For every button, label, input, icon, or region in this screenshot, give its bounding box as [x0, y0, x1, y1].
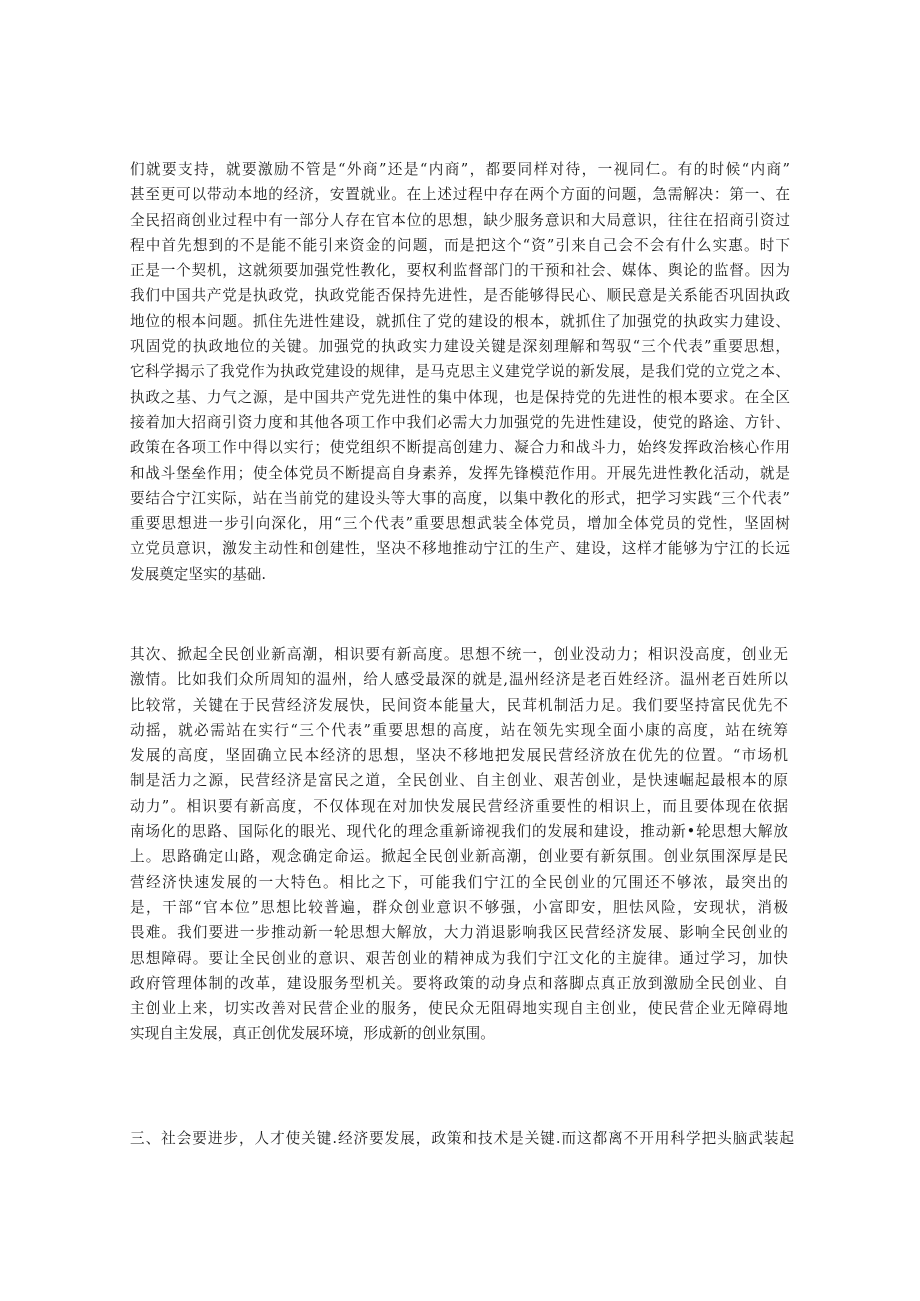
paragraph-line: 制是活力之源，民营经济是富民之道，全民创业、自主创业、艰苦创业，是快速崛起最根本的原: [130, 772, 788, 790]
paragraph-line: 甚至更可以带动本地的经济，安置就业。在上述过程中存在两个方面的问题，急需解决：第一、在: [130, 186, 790, 204]
paragraph-line: 政府管理体制的改革，建设服务型机关。要将政策的动身点和落脚点真正放到激励全民创业、自: [130, 974, 788, 992]
paragraph-line: 和战斗堡垒作用；使全体党员不断提高自身素养，发挥先锋模范作用。开展先进性教化活动，就是: [130, 464, 790, 482]
paragraph-line: 营经济快速发展的一大特色。相比之下，可能我们宁江的全民创业的冗围还不够浓，最突出的: [130, 873, 788, 891]
paragraph-line: 畏难。我们要进一步推动新一轮思想大解放，大力消退影响我区民营经济发展、影响全民创业的: [130, 924, 788, 942]
paragraph-line: 政策在各项工作中得以实行；使党组织不断提高创建力、凝合力和战斗力，始终发挥政治核心作用: [130, 439, 790, 457]
paragraph-line: 重要思想进一步引向深化，用“三个代表”重要思想武装全体党员，增加全体党员的党性，坚固树: [130, 515, 790, 533]
paragraph-line: 接着加大招商引资力度和其他各项工作中我们必需大力加强党的先进性建设，使党的路途、方针、: [130, 413, 790, 431]
paragraph-line: 主创业上来，切实改善对民营企业的服务，使民众无阻碍地实现自主创业，使民营企业无障碍地: [130, 1000, 788, 1018]
paragraph-line: 执政之基、力气之源，是中国共产党先进性的集中体现，也是保持党的先进性的根本要求。在全区: [130, 388, 790, 406]
paragraph-line: 其次、掀起全民创业新高潮，相识要有新高度。思想不统一，创业没动力；相识没高度，创业无: [130, 646, 788, 663]
paragraph-line: 要结合宁江实际，站在当前党的建设头等大事的高度，以集中教化的形式，把学习实践“三个代表”: [130, 489, 790, 507]
paragraph-line-last: 发展奠定坚实的基础.: [130, 565, 266, 583]
paragraph-line: 正是一个契机，这就须要加强党性教化，要权利监督部门的干预和社会、媒体、舆论的监督。因为: [130, 262, 790, 280]
paragraph-line: 动力”。相识要有新高度，不仅体现在对加快发展民营经济重要性的相识上，而且要体现在依据: [130, 797, 788, 815]
paragraph-line: 它科学揭示了我党作为执政党建设的规律，是马克思主义建党学说的新发展，是我们党的立党之本、: [130, 363, 790, 381]
paragraph-line: 三、社会要进步，人才使关键.经济要发展，政策和技术是关键.而这都离不开用科学把头脑武装起: [130, 1130, 794, 1147]
paragraph-line: 上。思路确定山路，观念确定命运。掀起全民创业新高潮，创业要有新氛围。创业氛围深厚是民: [130, 848, 788, 866]
paragraph-line: 们就要支持，就要激励不管是“外商”还是“内商”，都要同样对待，一视同仁。有的时候“内商”: [130, 161, 790, 178]
paragraph-line: 我们中国共产党是执政党，执政党能否保持先进性，是否能够得民心、顺民意是关系能否巩固执政: [130, 287, 790, 305]
paragraph-line: 立党员意识，激发主动性和创建性，坚决不移地推动宁江的生产、建设，这样才能够为宁江的长远: [130, 540, 790, 558]
paragraph-line: 发展的高度，坚固确立民本经济的思想，坚决不移地把发展民营经济放在优先的位置。“市场机: [130, 747, 788, 765]
paragraph-1: [130, 157, 790, 587]
paragraph-line-last: 实现自主发展，真正创优发展环境，形成新的创业氛围。: [130, 1025, 495, 1043]
paragraph-line: 程中首先想到的不是能不能引来资金的问题，而是把这个“资”引来自己会不会有什么实惠。时下: [130, 236, 790, 254]
paragraph-line: 激情。比如我们众所周知的温州，给人感受最深的就是,温州经济是老百姓经济。温州老百姓所以: [130, 671, 788, 689]
paragraph-3: [130, 1126, 794, 1151]
paragraph-line: 巩固党的执政地位的关键。加强党的执政实力建设关键是深刻理解和驾驭“三个代表”重要思想，: [130, 338, 790, 356]
paragraph-line: 比较常，关键在于民营经济发展快，民间资本能量大，民茸机制活力足。我们要坚持富民优先不: [130, 696, 788, 714]
paragraph-line: 动摇，就必需站在实行“三个代表”重要思想的高度，站在领先实现全面小康的高度，站在统筹: [130, 721, 788, 739]
paragraph-line: 南场化的思路、国际化的眼光、现代化的理念重新谛视我们的发展和建设，推动新•轮思想大解放: [130, 823, 788, 841]
paragraph-line: 思想障碍。要让全民创业的意识、艰苦创业的精神成为我们宁江文化的主旋律。通过学习，加快: [130, 949, 788, 967]
paragraph-line: 全民招商创业过程中有一部分人存在官本位的思想，缺少服务意识和大局意识，往往在招商引资过: [130, 211, 790, 229]
paragraph-line: 地位的根本问题。抓住先进性建设，就抓住了党的建设的根本，就抓住了加强党的执政实力建设、: [130, 312, 790, 330]
paragraph-line: 是，干部“官本位”思想比较普遍，群众创业意识不够强，小富即安，胆怯风险，安现状，消极: [130, 898, 788, 916]
paragraph-2: [130, 642, 788, 1047]
